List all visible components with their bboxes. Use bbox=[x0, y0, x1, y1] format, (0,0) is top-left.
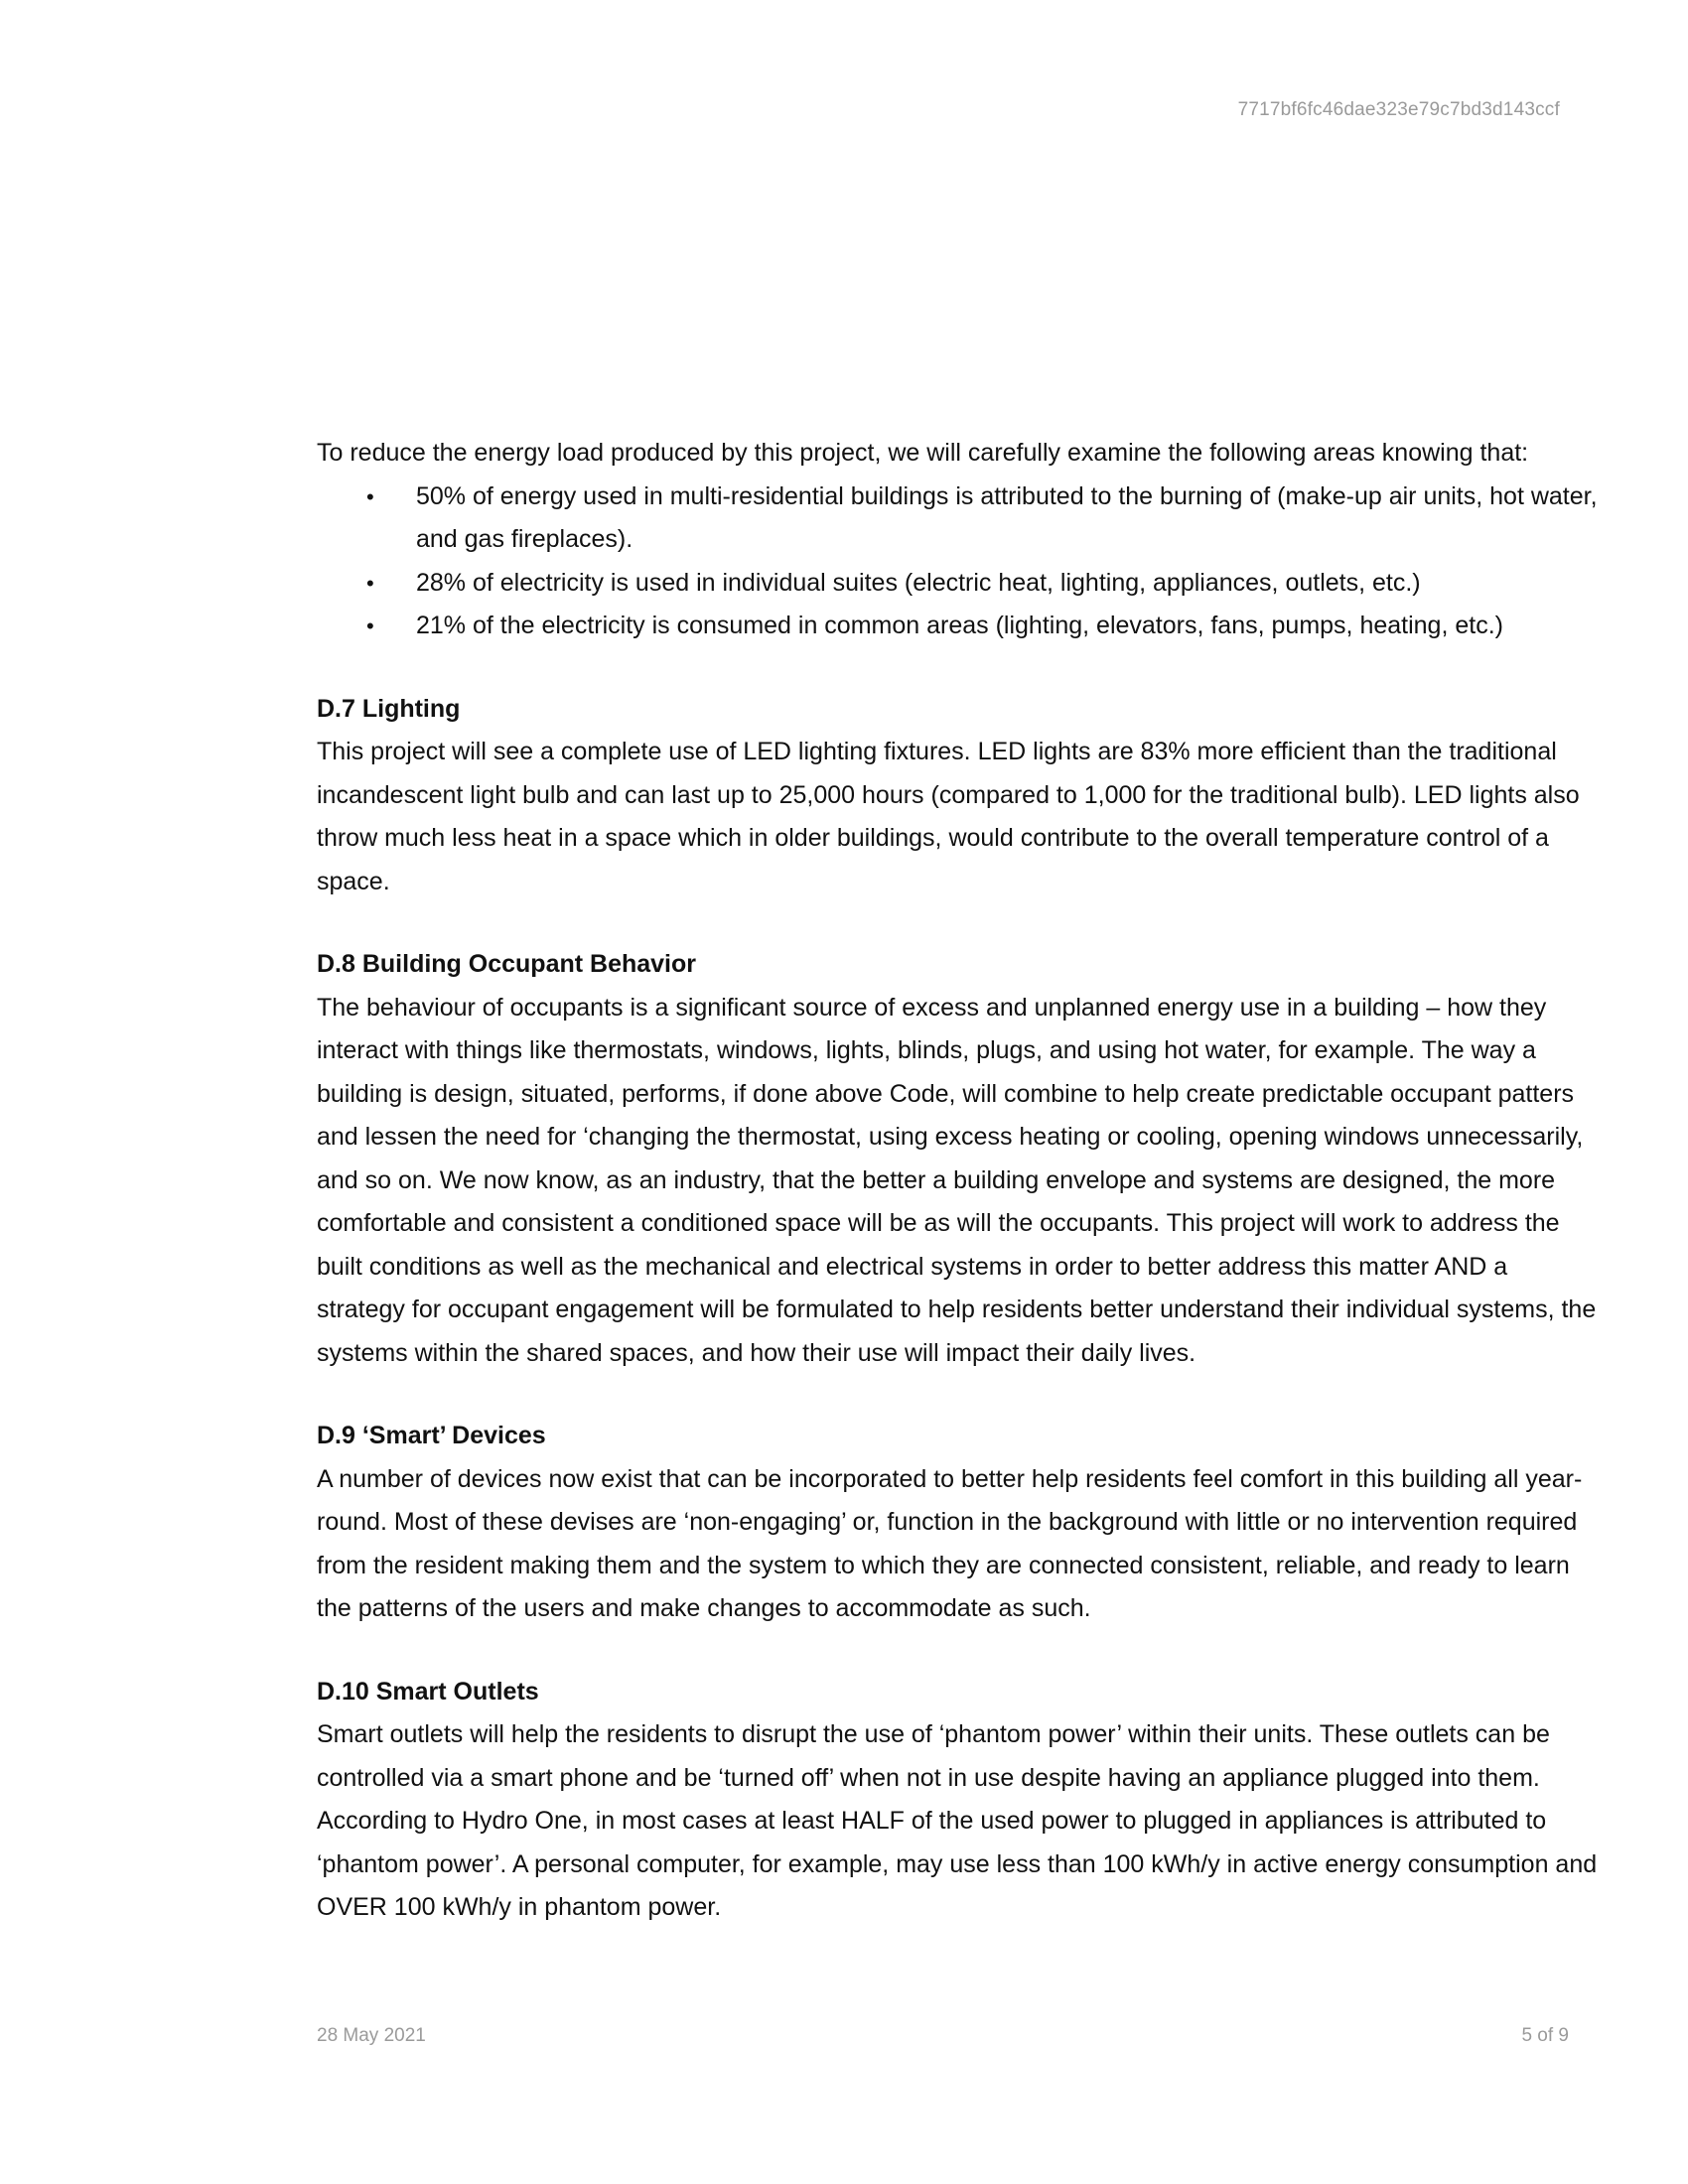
bullet-icon: • bbox=[366, 483, 374, 509]
section-heading: D.9 ‘Smart’ Devices bbox=[317, 1422, 546, 1449]
section-body: Smart outlets will help the residents to disrupt the use of ‘phantom power’ within their units. These outlets can be controlled via a smart phone and be ‘turned off’ when not in use despite having an appliance plugged into them. According to Hydro One, in most cases at least HALF of the used power to plugged in appliances is attributed to ‘phantom power’. A personal computer, for example, may use less than 100 kWh/y in active energy consumption and OVER 100 kWh/y in phantom power. bbox=[317, 1720, 1598, 1921]
section-heading: D.7 Lighting bbox=[317, 694, 461, 723]
bullet-icon: • bbox=[366, 614, 374, 638]
list-item bbox=[317, 476, 1598, 562]
list-item-text: 50% of energy used in multi-residential buildings is attributed to the burning of (make-up air units, hot water, and gas fireplaces). bbox=[416, 481, 1598, 553]
page-number: 5 of 9 bbox=[1521, 2025, 1569, 2046]
section-smart-devices bbox=[317, 1415, 1598, 1631]
document-body bbox=[317, 432, 1598, 1930]
document-id: 7717bf6fc46dae323e79c7bd3d143ccf bbox=[1237, 99, 1560, 120]
list-item bbox=[317, 605, 1598, 648]
intro-paragraph: To reduce the energy load produced by this project, we will carefully examine the following areas knowing that: bbox=[317, 439, 1529, 467]
section-heading: D.8 Building Occupant Behavior bbox=[317, 950, 696, 978]
section-smart-outlets bbox=[317, 1671, 1598, 1930]
section-occupant-behavior bbox=[317, 943, 1598, 1375]
section-heading: D.10 Smart Outlets bbox=[317, 1677, 539, 1706]
section-body: A number of devices now exist that can be incorporated to better help residents feel comfort in this building all year-round. Most of these devises are ‘non-engaging’ or, function in the background with little or no intervention required from the resident making them and the system to which they are connected consistent, reliable, and ready to learn the patterns of the users and make changes to accommodate as such. bbox=[317, 1464, 1583, 1622]
energy-facts-list bbox=[317, 476, 1598, 648]
list-item-text: 21% of the electricity is consumed in common areas (lighting, elevators, fans, pumps, heating, etc.) bbox=[416, 612, 1503, 639]
section-lighting bbox=[317, 688, 1598, 904]
list-item-text: 28% of electricity is used in individual suites (electric heat, lighting, appliances, outlets, etc.) bbox=[416, 568, 1421, 597]
list-item bbox=[317, 562, 1598, 606]
footer-date: 28 May 2021 bbox=[317, 2025, 426, 2046]
section-body: The behaviour of occupants is a significant source of excess and unplanned energy use in a building – how they interact with things like thermostats, windows, lights, blinds, plugs, and using hot water, for example. The way a building is design, situated, performs, if done above Code, will combine to help create predictable occupant patters and lessen the need for ‘changing the thermostat, using excess heating or cooling, opening windows unnecessarily, and so on. We now know, as an industry, that the better a building envelope and systems are designed, the more comfortable and consistent a conditioned space will be as will the occupants. This project will work to address the built conditions as well as the mechanical and electrical systems in order to better address this matter AND a strategy for occupant engagement will be formulated to help residents better understand their individual systems, the systems within the shared spaces, and how their use will impact their daily lives. bbox=[317, 993, 1597, 1367]
bullet-icon: • bbox=[366, 570, 374, 596]
section-body: This project will see a complete use of LED lighting fixtures. LED lights are 83% more efficient than the traditional incandescent light bulb and can last up to 25,000 hours (compared to 1,000 for the traditional bulb). LED lights also throw much less heat in a space which in older buildings, would contribute to the overall temperature control of a space. bbox=[317, 738, 1580, 895]
